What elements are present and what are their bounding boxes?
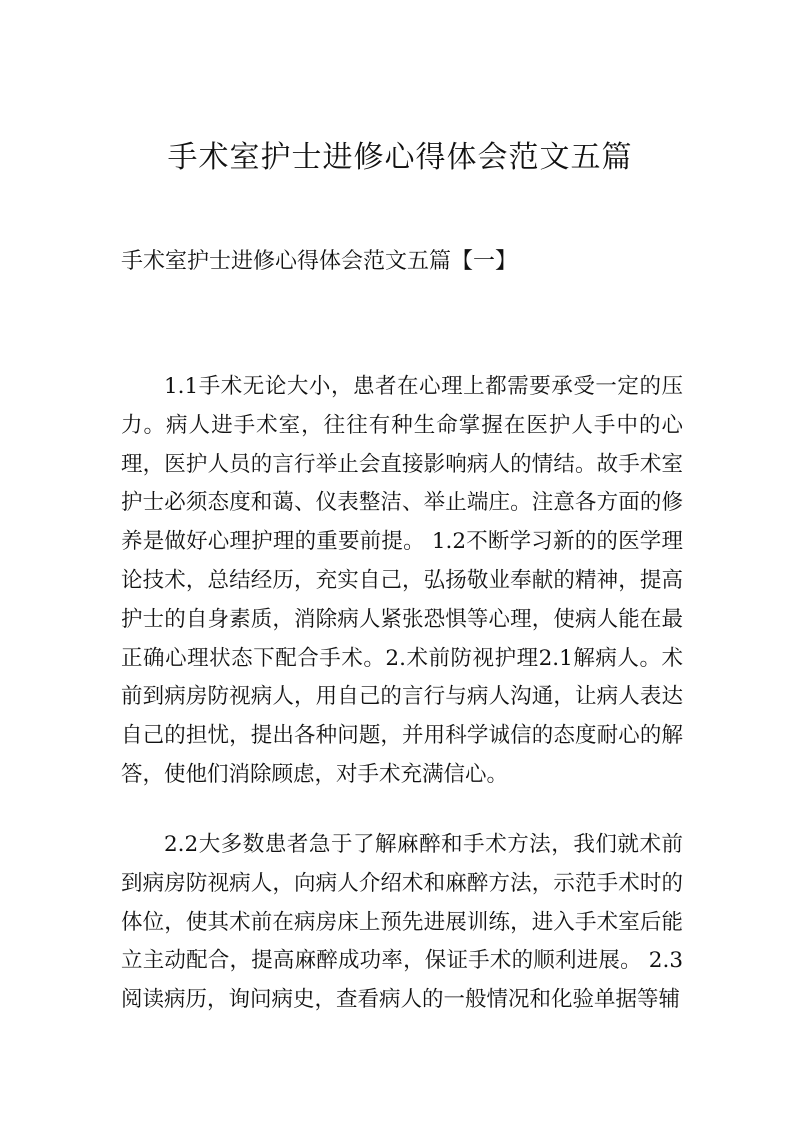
body-paragraph: 2.2大多数患者急于了解麻醉和手术方法，我们就术前到病房防视病人，向病人介绍术和麻醉方法，示范手术时的体位，使其术前在病房床上预先进展训练，进入手术室后能立主动配合，提高麻醉成功率，保证手术的顺利进展。 2.3阅读病历，询问病史，查看病人的一般情况和化验单据等辅 bbox=[121, 832, 683, 1013]
body-paragraph: 1.1手术无论大小，患者在心理上都需要承受一定的压力。病人进手术室，往往有种生命掌握在医护人手中的心理，医护人员的言行举止会直接影响病人的情结。故手术室护士必须态度和蔼、仪表整洁、举止端庄。注意各方面的修养是做好心理护理的重要前提。 1.2不断学习新的的医学理论技术，总结经历，充实自己，弘扬敬业奉献的精神，提高护士的自身素质，消除病人紧张恐惧等心理，使病人能在最正确心理状态下配合手术。2.术前防视护理2.1解病人。术前到病房防视病人，用自己的言行与病人沟通，让病人表达自己的担忧，提出各种问题，并用科学诚信的态度耐心的解答，使他们消除顾虑，对手术充满信心。 bbox=[121, 374, 683, 787]
section-heading: 手术室护士进修心得体会范文五篇【一】 bbox=[121, 249, 518, 274]
document-title: 手术室护士进修心得体会范文五篇 bbox=[167, 140, 633, 175]
